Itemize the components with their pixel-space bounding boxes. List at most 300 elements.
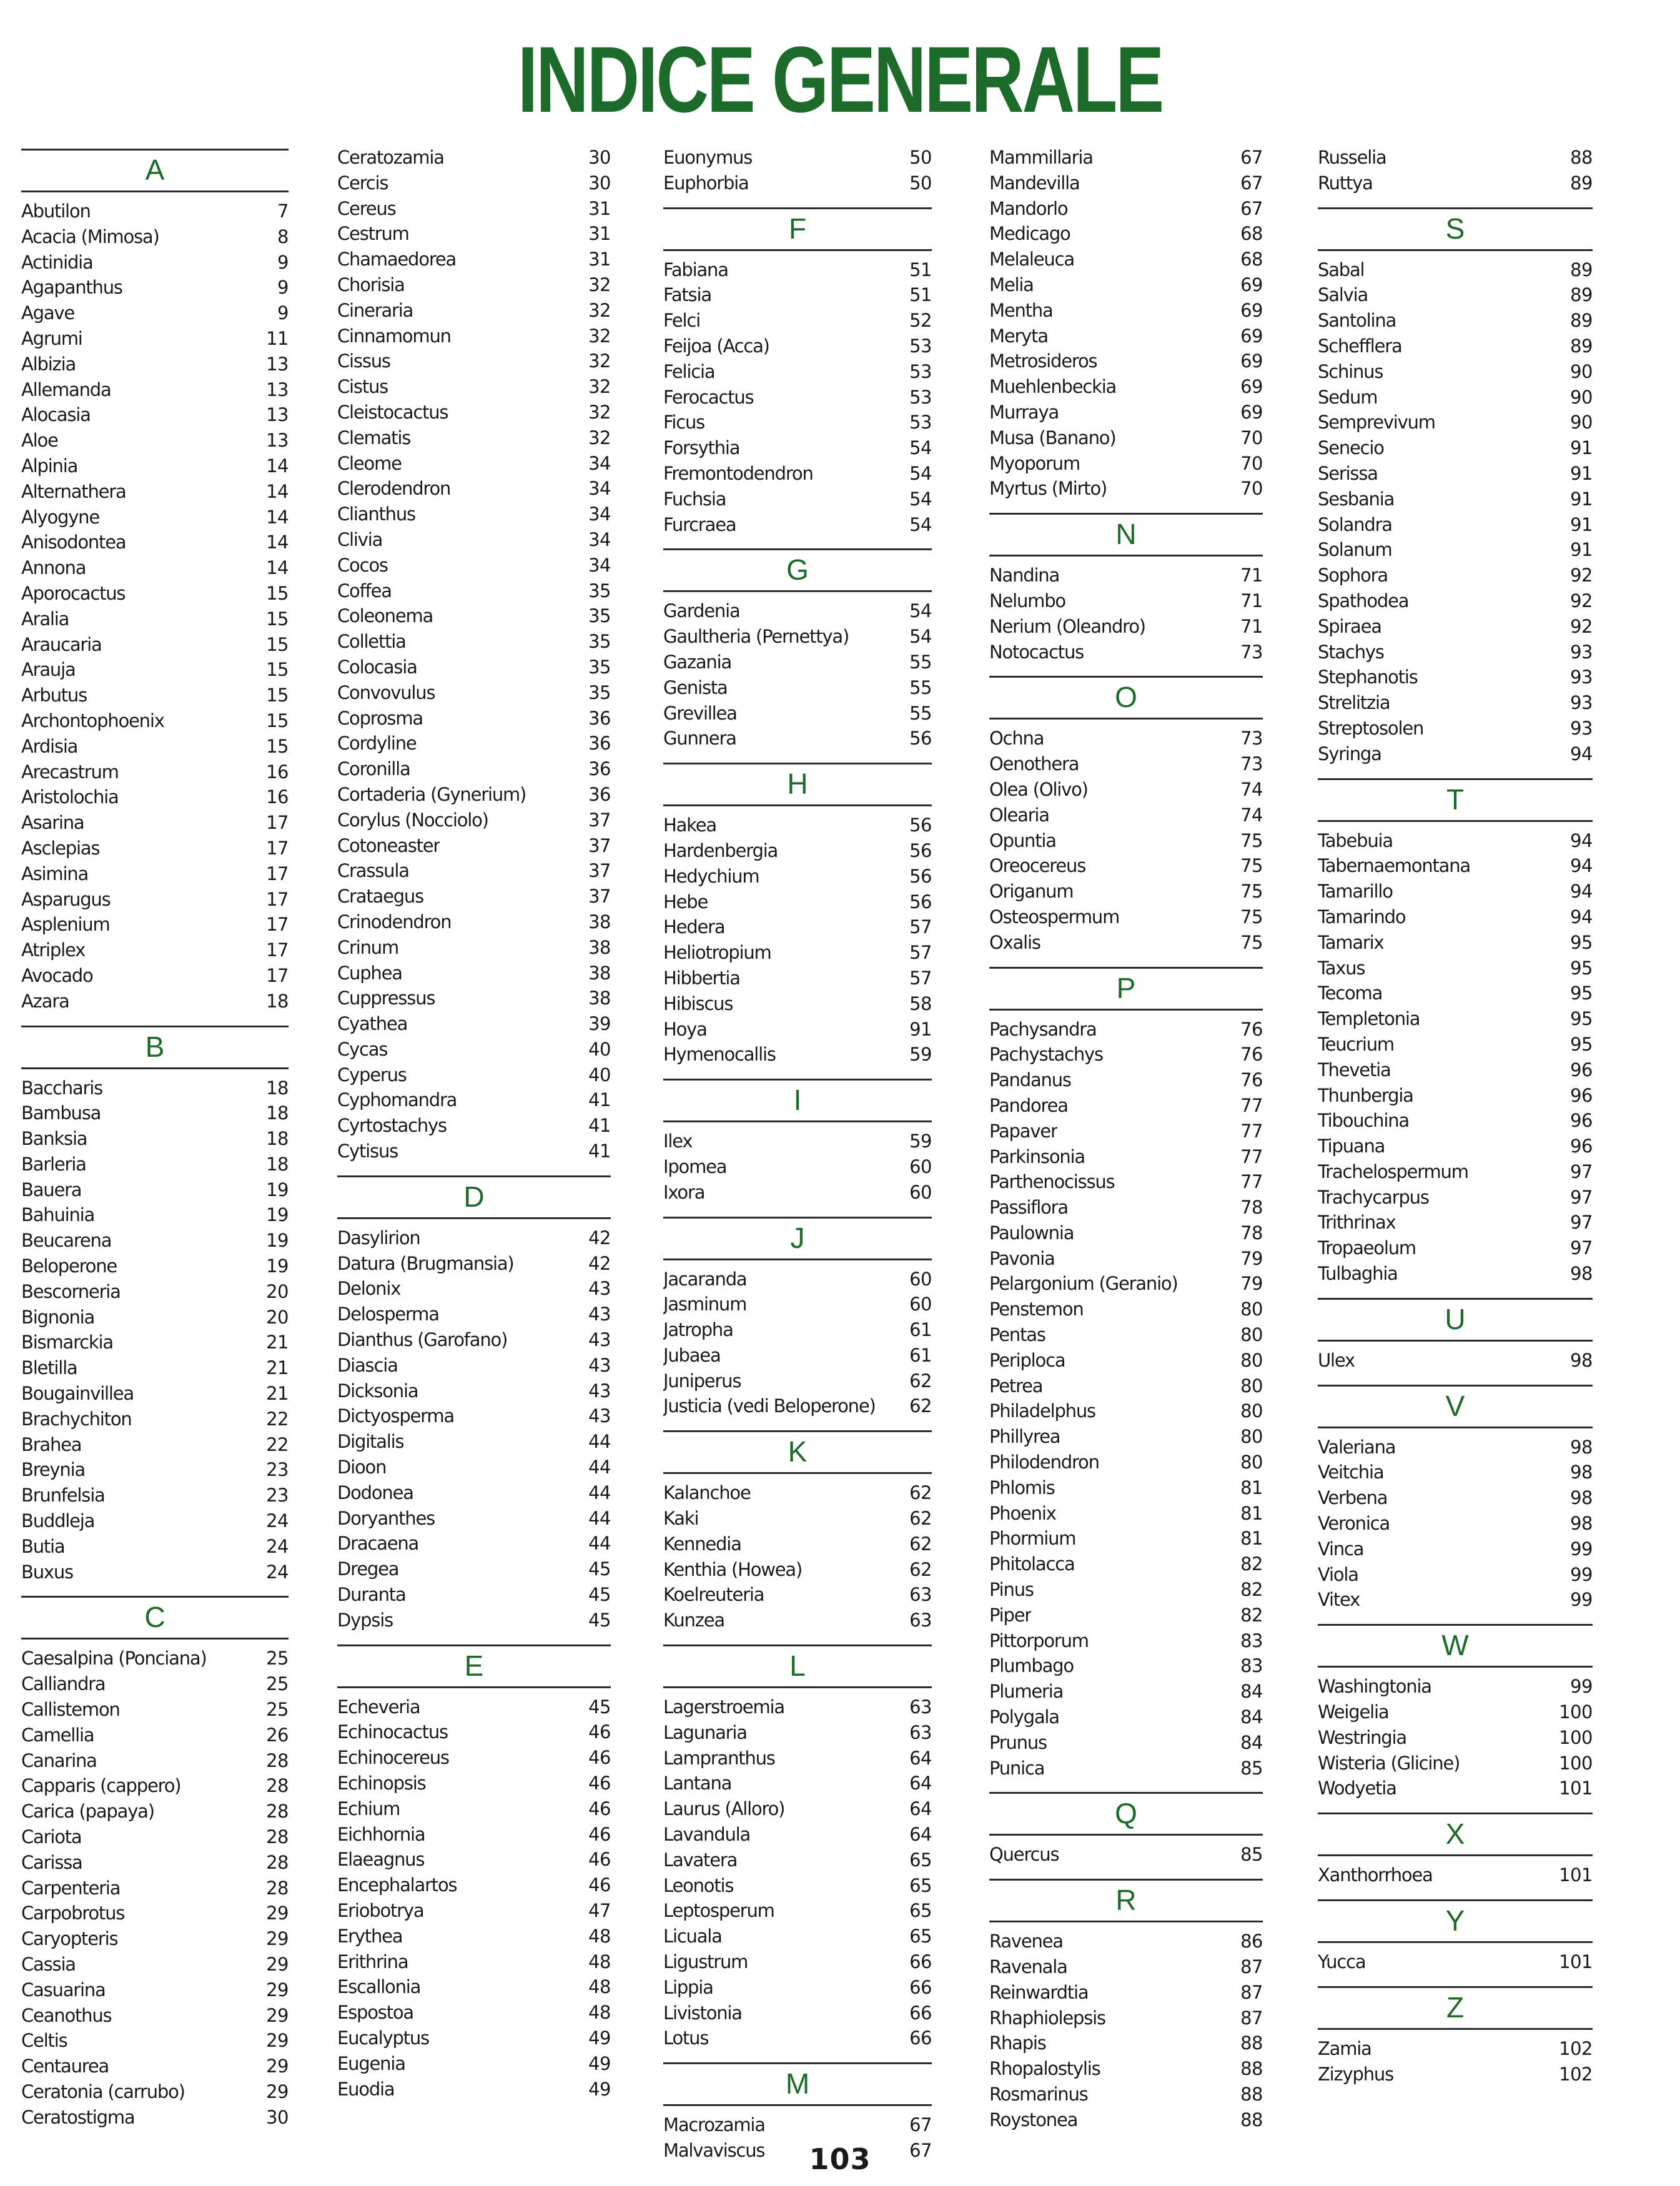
index-entry xyxy=(21,1799,289,1824)
entry-page: 70 xyxy=(1240,452,1263,474)
entry-name: Russelia xyxy=(1318,147,1386,168)
entry-page: 57 xyxy=(909,967,932,989)
index-entry xyxy=(989,1398,1263,1424)
index-entry xyxy=(1318,2062,1593,2087)
index-entry xyxy=(989,145,1263,171)
entry-name: Jatropha xyxy=(663,1319,733,1341)
index-entry xyxy=(1318,828,1593,854)
entry-page: 29 xyxy=(266,2080,289,2102)
entry-name: Collettia xyxy=(337,631,406,653)
entry-page: 98 xyxy=(1570,1461,1593,1483)
entry-name: Gardenia xyxy=(663,600,740,622)
entry-name: Avocado xyxy=(21,964,93,986)
entry-name: Carpobrotus xyxy=(21,1902,125,1924)
index-entry xyxy=(337,1531,611,1556)
index-entry xyxy=(1318,1751,1593,1776)
section-header-m xyxy=(663,2062,932,2106)
entry-name: Beucarena xyxy=(21,1230,112,1252)
entry-name: Cercis xyxy=(337,172,388,194)
entry-page: 69 xyxy=(1240,376,1263,398)
entry-name: Coprosma xyxy=(337,707,423,729)
entry-name: Pandorea xyxy=(989,1094,1068,1116)
entry-page: 49 xyxy=(588,2027,611,2049)
index-entry xyxy=(21,1560,289,1585)
entry-name: Asparugus xyxy=(21,888,111,910)
entry-page: 101 xyxy=(1559,1864,1593,1886)
entry-page: 18 xyxy=(266,1077,289,1099)
index-entry xyxy=(663,410,932,435)
entry-page: 28 xyxy=(266,1749,289,1771)
index-entry xyxy=(21,1824,289,1850)
entry-page: 99 xyxy=(1570,1676,1593,1698)
entry-name: Cortaderia (Gynerium) xyxy=(337,783,526,805)
entry-page: 21 xyxy=(266,1332,289,1353)
index-entry xyxy=(337,272,611,298)
entry-name: Origanum xyxy=(989,881,1074,903)
entry-page: 17 xyxy=(266,863,289,884)
entry-page: 84 xyxy=(1240,1681,1263,1703)
entry-page: 94 xyxy=(1570,743,1593,764)
entry-page: 91 xyxy=(1570,488,1593,510)
index-entry xyxy=(1318,853,1593,879)
entry-name: Cytisus xyxy=(337,1140,398,1162)
section-header-h xyxy=(663,763,932,806)
entry-name: Annona xyxy=(21,557,86,579)
entry-page: 18 xyxy=(266,1128,289,1150)
entry-name: Periploca xyxy=(989,1349,1065,1371)
index-entry xyxy=(989,726,1263,751)
entry-page: 63 xyxy=(909,1584,932,1606)
entry-page: 7 xyxy=(277,200,289,222)
index-entry xyxy=(663,1506,932,1531)
index-entry xyxy=(663,359,932,385)
entry-page: 98 xyxy=(1570,1487,1593,1509)
entry-page: 32 xyxy=(588,350,611,372)
index-entry xyxy=(663,2025,932,2051)
entry-page: 62 xyxy=(909,1533,932,1555)
index-entry xyxy=(1318,1674,1593,1699)
index-entry xyxy=(337,2025,611,2051)
section-header-p xyxy=(989,967,1263,1011)
section-letter: O xyxy=(1115,681,1137,714)
entry-name: Brahea xyxy=(21,1433,82,1455)
index-entry xyxy=(21,1202,289,1228)
entry-page: 29 xyxy=(266,2004,289,2026)
entry-page: 50 xyxy=(909,147,932,168)
index-entry xyxy=(337,1378,611,1404)
entry-name: Meryta xyxy=(989,325,1048,347)
index-entry xyxy=(1318,1725,1593,1751)
entry-page: 55 xyxy=(909,651,932,673)
index-entry xyxy=(1318,1210,1593,1235)
entry-page: 89 xyxy=(1570,335,1593,357)
entry-name: Abutilon xyxy=(21,200,91,222)
entry-page: 91 xyxy=(1570,513,1593,535)
index-entry xyxy=(989,400,1263,425)
entry-name: Lagunaria xyxy=(663,1721,747,1743)
entry-page: 67 xyxy=(909,2140,932,2162)
entry-name: Sesbania xyxy=(1318,488,1395,510)
entry-name: Cyrtostachys xyxy=(337,1115,447,1137)
entry-name: Zizyphus xyxy=(1318,2063,1393,2085)
entry-page: 85 xyxy=(1240,1844,1263,1866)
index-entry xyxy=(989,196,1263,222)
entry-page: 88 xyxy=(1570,147,1593,168)
index-entry xyxy=(1318,487,1593,512)
entry-name: Tropaeolum xyxy=(1318,1237,1416,1259)
entry-name: Cleome xyxy=(337,452,402,474)
section-letter: T xyxy=(1446,783,1465,816)
entry-name: Yucca xyxy=(1318,1951,1366,1973)
entry-page: 35 xyxy=(588,631,611,653)
entry-page: 17 xyxy=(266,939,289,961)
entry-name: Notocactus xyxy=(989,641,1084,663)
index-entry xyxy=(663,334,932,359)
index-entry xyxy=(21,606,289,632)
entry-name: Corylus (Nocciolo) xyxy=(337,809,488,831)
entry-page: 96 xyxy=(1570,1084,1593,1106)
entry-name: Callistemon xyxy=(21,1699,120,1721)
entry-page: 54 xyxy=(909,437,932,459)
section-letter: I xyxy=(793,1084,802,1117)
entry-page: 57 xyxy=(909,916,932,938)
index-entry xyxy=(337,1796,611,1822)
section-letter: G xyxy=(786,553,809,586)
entry-page: 91 xyxy=(1570,437,1593,459)
index-entry xyxy=(21,2079,289,2105)
index-entry xyxy=(663,598,932,624)
entry-page: 36 xyxy=(588,707,611,729)
entry-name: Gazania xyxy=(663,651,732,673)
entry-page: 98 xyxy=(1570,1513,1593,1535)
entry-name: Lantana xyxy=(663,1773,732,1794)
entry-page: 66 xyxy=(909,1951,932,1973)
entry-name: Arecastrum xyxy=(21,761,119,783)
entry-page: 35 xyxy=(588,605,611,627)
entry-name: Araucaria xyxy=(21,633,102,655)
entry-name: Penstemon xyxy=(989,1298,1084,1320)
entry-page: 46 xyxy=(588,1773,611,1794)
entry-page: 49 xyxy=(588,2078,611,2100)
index-entry xyxy=(337,196,611,222)
section-letter: N xyxy=(1115,518,1137,551)
entry-page: 16 xyxy=(266,786,289,808)
entry-name: Cissus xyxy=(337,350,390,372)
entry-name: Cyperus xyxy=(337,1064,407,1086)
index-entry xyxy=(989,777,1263,803)
index-entry xyxy=(663,282,932,308)
index-entry xyxy=(21,1432,289,1458)
index-entry xyxy=(989,1450,1263,1475)
entry-name: Wisteria (Glicine) xyxy=(1318,1752,1460,1774)
section-letter: M xyxy=(785,2067,810,2100)
section-header-l xyxy=(663,1644,932,1688)
entry-name: Carpenteria xyxy=(21,1877,121,1899)
entry-name: Baccharis xyxy=(21,1077,102,1099)
entry-name: Wodyetia xyxy=(1318,1778,1396,1799)
entry-name: Bahuinia xyxy=(21,1204,95,1226)
entry-name: Rhopalostylis xyxy=(989,2058,1100,2080)
index-entry xyxy=(21,1483,289,1508)
index-entry xyxy=(21,1407,289,1432)
entry-name: Fabiana xyxy=(663,259,728,280)
entry-page: 54 xyxy=(909,462,932,484)
entry-name: Teucrium xyxy=(1318,1033,1394,1055)
index-entry xyxy=(337,1403,611,1429)
index-entry xyxy=(663,1924,932,1949)
index-entry xyxy=(663,1557,932,1583)
index-entry xyxy=(337,935,611,961)
index-entry xyxy=(21,1773,289,1799)
entry-name: Opuntia xyxy=(989,829,1056,851)
index-entry xyxy=(337,629,611,655)
index-entry xyxy=(21,402,289,428)
entry-name: Streptosolen xyxy=(1318,717,1424,739)
entry-name: Capparis (cappero) xyxy=(21,1775,181,1797)
entry-name: Aralia xyxy=(21,608,69,630)
entry-name: Justicia (vedi Beloperone) xyxy=(663,1395,876,1417)
entry-page: 38 xyxy=(588,962,611,984)
entry-name: Oenothera xyxy=(989,753,1079,775)
entry-name: Dodonea xyxy=(337,1481,413,1503)
index-entry xyxy=(337,1898,611,1924)
index-entry xyxy=(337,782,611,808)
entry-page: 32 xyxy=(588,427,611,448)
index-entry xyxy=(1318,563,1593,588)
index-entry xyxy=(21,759,289,785)
index-entry xyxy=(989,298,1263,324)
entry-name: Coffea xyxy=(337,580,392,601)
entry-page: 56 xyxy=(909,728,932,749)
entry-name: Verbena xyxy=(1318,1487,1388,1509)
index-entry xyxy=(337,1225,611,1251)
entry-name: Jasminum xyxy=(663,1293,747,1315)
index-entry xyxy=(663,1975,932,2001)
index-entry xyxy=(1318,588,1593,614)
entry-page: 29 xyxy=(266,1954,289,1975)
entry-name: Tulbaghia xyxy=(1318,1263,1398,1285)
entry-name: Clematis xyxy=(337,427,411,448)
entry-name: Bougainvillea xyxy=(21,1383,134,1405)
index-entry xyxy=(21,199,289,224)
entry-name: Gunnera xyxy=(663,728,736,749)
entry-page: 42 xyxy=(588,1227,611,1249)
entry-page: 76 xyxy=(1240,1018,1263,1040)
index-entry xyxy=(337,2000,611,2025)
entry-page: 97 xyxy=(1570,1160,1593,1182)
entry-page: 83 xyxy=(1240,1655,1263,1677)
entry-page: 63 xyxy=(909,1696,932,1718)
entry-name: Nandina xyxy=(989,565,1060,586)
entry-name: Alpinia xyxy=(21,455,78,477)
index-entry xyxy=(21,275,289,300)
entry-name: Strelitzia xyxy=(1318,692,1390,714)
entry-page: 56 xyxy=(909,814,932,836)
entry-name: Salvia xyxy=(1318,284,1368,306)
index-entry xyxy=(337,1327,611,1353)
entry-page: 102 xyxy=(1559,2037,1593,2059)
index-entry xyxy=(1318,1108,1593,1134)
entry-name: Schinus xyxy=(1318,360,1383,382)
entry-page: 99 xyxy=(1570,1538,1593,1560)
entry-page: 89 xyxy=(1570,310,1593,332)
index-entry xyxy=(337,1694,611,1720)
entry-page: 75 xyxy=(1240,906,1263,927)
entry-page: 44 xyxy=(588,1507,611,1529)
entry-page: 90 xyxy=(1570,412,1593,433)
entry-name: Myoporum xyxy=(989,452,1080,474)
entry-page: 46 xyxy=(588,1874,611,1896)
index-entry xyxy=(337,298,611,324)
index-entry xyxy=(1318,930,1593,956)
entry-name: Casuarina xyxy=(21,1979,106,2001)
entry-name: Ceratozamia xyxy=(337,147,444,168)
index-entry xyxy=(21,1457,289,1483)
index-entry xyxy=(21,861,289,887)
index-entry xyxy=(21,1876,289,1901)
index-entry xyxy=(337,1480,611,1506)
entry-page: 21 xyxy=(266,1383,289,1405)
index-entry xyxy=(1318,716,1593,741)
index-entry xyxy=(21,1508,289,1534)
page-title: INDICE GENERALE xyxy=(517,27,1163,132)
entry-page: 45 xyxy=(588,1558,611,1580)
index-entry xyxy=(337,706,611,731)
entry-page: 51 xyxy=(909,259,932,280)
index-entry xyxy=(337,400,611,425)
entry-page: 90 xyxy=(1570,386,1593,408)
entry-name: Delosperma xyxy=(337,1303,439,1325)
entry-page: 77 xyxy=(1240,1120,1263,1142)
entry-name: Agapanthus xyxy=(21,277,122,299)
index-entry xyxy=(663,1898,932,1924)
index-entry xyxy=(1318,1032,1593,1057)
entry-name: Centaurea xyxy=(21,2055,109,2077)
entry-name: Passiflora xyxy=(989,1197,1068,1219)
entry-page: 13 xyxy=(266,353,289,375)
entry-page: 99 xyxy=(1570,1563,1593,1585)
index-entry xyxy=(337,349,611,374)
entry-name: Lavatera xyxy=(663,1849,738,1871)
entry-name: Caesalpina (Ponciana) xyxy=(21,1648,207,1669)
entry-page: 38 xyxy=(588,936,611,958)
entry-name: Hibbertia xyxy=(663,967,740,989)
entry-name: Weigelia xyxy=(1318,1701,1389,1723)
entry-name: Ligustrum xyxy=(663,1951,748,1973)
entry-page: 83 xyxy=(1240,1630,1263,1651)
index-entry xyxy=(989,2005,1263,2031)
entry-page: 79 xyxy=(1240,1247,1263,1269)
entry-page: 48 xyxy=(588,1951,611,1972)
section-letter: S xyxy=(1445,212,1465,245)
entry-name: Tamarillo xyxy=(1318,881,1393,903)
index-entry xyxy=(337,1087,611,1113)
entry-name: Hedychium xyxy=(663,865,759,887)
entry-name: Hakea xyxy=(663,814,716,836)
entry-name: Oxalis xyxy=(989,931,1040,953)
entry-name: Heliotropium xyxy=(663,942,771,964)
index-entry xyxy=(1318,1862,1593,1888)
entry-name: Fatsia xyxy=(663,284,711,306)
entry-page: 31 xyxy=(588,197,611,219)
entry-name: Alyogyne xyxy=(21,506,99,528)
index-entry xyxy=(21,989,289,1014)
entry-name: Polygala xyxy=(989,1706,1059,1728)
index-entry xyxy=(989,904,1263,930)
index-entry xyxy=(989,751,1263,777)
index-entry xyxy=(663,1608,932,1633)
index-entry xyxy=(337,451,611,477)
entry-page: 96 xyxy=(1570,1059,1593,1081)
entry-page: 23 xyxy=(266,1485,289,1506)
entry-page: 58 xyxy=(909,992,932,1014)
index-entry xyxy=(1318,282,1593,308)
entry-page: 29 xyxy=(266,1928,289,1950)
entry-name: Cordyline xyxy=(337,733,417,754)
index-entry xyxy=(989,803,1263,828)
entry-page: 60 xyxy=(909,1268,932,1290)
entry-name: Semprevivum xyxy=(1318,412,1435,433)
entry-page: 29 xyxy=(266,2030,289,2052)
index-entry xyxy=(21,1279,289,1305)
entry-name: Coleonema xyxy=(337,605,433,627)
section-letter: L xyxy=(789,1649,806,1683)
entry-page: 53 xyxy=(909,335,932,357)
entry-name: Ixora xyxy=(663,1181,705,1203)
index-entry xyxy=(337,1429,611,1455)
section-header-g xyxy=(663,548,932,592)
index-entry xyxy=(21,963,289,989)
index-entry xyxy=(663,308,932,334)
entry-page: 17 xyxy=(266,964,289,986)
index-entry xyxy=(337,1506,611,1531)
entry-name: Brunfelsia xyxy=(21,1485,105,1506)
entry-name: Cuphea xyxy=(337,962,402,984)
entry-name: Agave xyxy=(21,302,75,324)
entry-name: Breynia xyxy=(21,1459,85,1481)
index-entry xyxy=(1318,257,1593,283)
entry-name: Phillyrea xyxy=(989,1426,1060,1448)
index-entry xyxy=(337,884,611,909)
entry-name: Escallonia xyxy=(337,1976,421,1998)
entry-name: Asimina xyxy=(21,863,89,884)
index-entry xyxy=(337,578,611,604)
entry-name: Murraya xyxy=(989,401,1059,423)
entry-name: Serissa xyxy=(1318,462,1378,484)
entry-page: 19 xyxy=(266,1179,289,1200)
index-column xyxy=(21,145,289,2130)
entry-page: 101 xyxy=(1559,1951,1593,1973)
entry-page: 98 xyxy=(1570,1436,1593,1458)
section-header-s xyxy=(1318,207,1593,251)
entry-page: 97 xyxy=(1570,1212,1593,1234)
entry-page: 80 xyxy=(1240,1349,1263,1371)
entry-name: Dioon xyxy=(337,1457,387,1478)
index-entry xyxy=(1318,1235,1593,1261)
index-entry xyxy=(663,2001,932,2026)
index-entry xyxy=(337,553,611,578)
entry-name: Philadelphus xyxy=(989,1400,1095,1422)
index-entry xyxy=(21,784,289,810)
entry-page: 22 xyxy=(266,1408,289,1430)
entry-page: 88 xyxy=(1240,2109,1263,2130)
index-entry xyxy=(337,374,611,400)
index-entry xyxy=(337,731,611,756)
index-entry xyxy=(21,428,289,453)
entry-name: Quercus xyxy=(989,1844,1059,1866)
index-entry xyxy=(1318,1536,1593,1562)
entry-name: Thevetia xyxy=(1318,1059,1391,1081)
